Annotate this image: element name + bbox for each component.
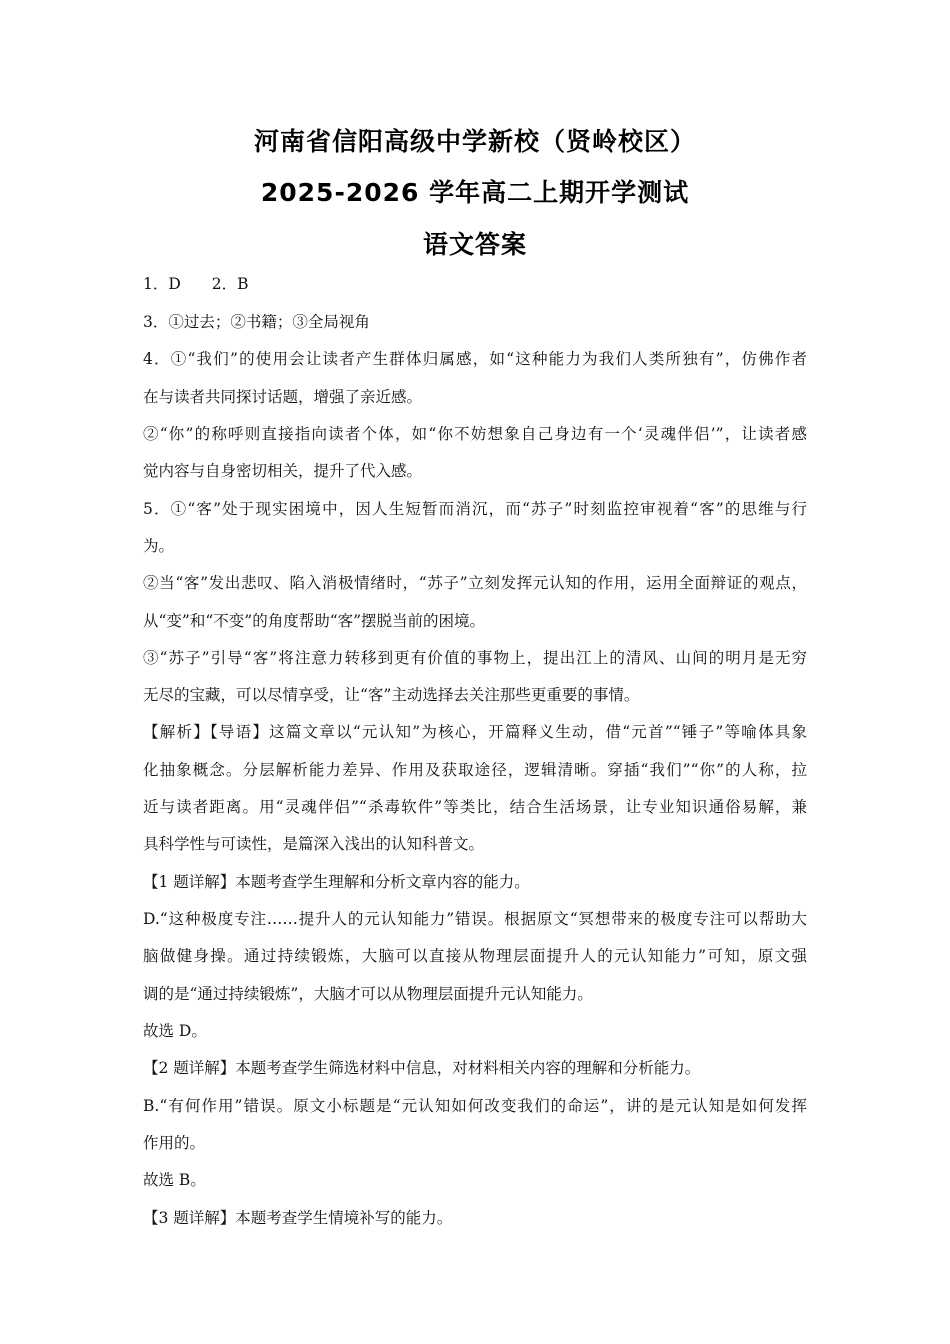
document-title-school: 河南省信阳高级中学新校（贤岭校区） (253, 127, 696, 156)
q1-detail-line-3: 调的是“通过持续锻炼”，大脑才可以从物理层面提升元认知能力。 (143, 985, 593, 1003)
answer-line-5d: 从“变”和“不变”的角度帮助“客”摆脱当前的困境。 (143, 612, 486, 630)
q2-answer: 故选 B。 (143, 1171, 206, 1189)
answer-line-4a: 4．①“我们”的使用会让读者产生群体归属感，如“这种能力为我们人类所独有”，仿佛作者 (143, 350, 807, 368)
answer-line-5c: ②当“客”发出悲叹、陷入消极情绪时，“苏子”立刻发挥元认知的作用，运用全面辩证的观点， (143, 574, 807, 592)
q1-detail-heading: 【1 题详解】本题考查学生理解和分析文章内容的能力。 (143, 873, 530, 891)
q1-detail-line-1: D.“这种极度专注……提升人的元认知能力”错误。根据原文“冥想带来的极度专注可以帮助大 (143, 910, 807, 928)
answer-line-5e: ③“苏子”引导“客”将注意力转移到更有价值的事物上，提出江上的清风、山间的明月是无穷 (143, 649, 807, 667)
q2-detail-line-2: 作用的。 (143, 1134, 206, 1152)
answer-line-4c: ②“你”的称呼则直接指向读者个体，如“你不妨想象自己身边有一个‘灵魂伴侣’”，让读者感 (143, 425, 807, 443)
answer-line-1-2: 1．D 2．B (143, 275, 249, 293)
analysis-line-1: 【解析】【导语】这篇文章以“元认知”为核心，开篇释义生动，借“元首”“锤子”等喻体具象 (143, 723, 807, 741)
document-title-exam: 2025-2026 学年高二上期开学测试 (260, 178, 690, 207)
answer-line-5f: 无尽的宝藏，可以尽情享受，让“客”主动选择去关注那些更重要的事情。 (143, 686, 640, 704)
answer-line-3: 3．①过去；②书籍；③全局视角 (143, 313, 370, 331)
analysis-line-4: 具科学性与可读性，是篇深入浅出的认知科普文。 (143, 835, 485, 853)
q1-detail-line-2: 脑做健身操。通过持续锻炼，大脑可以直接从物理层面提升人的元认知能力”可知，原文强 (143, 947, 807, 965)
analysis-line-2: 化抽象概念。分层解析能力差异、作用及获取途径，逻辑清晰。穿插“我们”“你”的人称，拉 (143, 761, 807, 779)
answer-line-5a: 5．①“客”处于现实困境中，因人生短暂而消沉，而“苏子”时刻监控审视着“客”的思维与行 (143, 500, 807, 518)
document-title-subject: 语文答案 (422, 230, 527, 259)
answer-line-4d: 觉内容与自身密切相关，提升了代入感。 (143, 462, 423, 480)
q1-answer: 故选 D。 (143, 1022, 207, 1040)
q2-detail-line-1: B.“有何作用”错误。原文小标题是“元认知如何改变我们的命运”，讲的是元认知是如何发挥 (143, 1097, 807, 1115)
answer-line-5b: 为。 (143, 537, 175, 555)
analysis-line-3: 近与读者距离。用“灵魂伴侣”“杀毒软件”等类比，结合生活场景，让专业知识通俗易解，兼 (143, 798, 807, 816)
answer-line-4b: 在与读者共同探讨话题，增强了亲近感。 (143, 388, 423, 406)
q2-detail-heading: 【2 题详解】本题考查学生筛选材料中信息，对材料相关内容的理解和分析能力。 (143, 1059, 701, 1077)
q3-detail-heading: 【3 题详解】本题考查学生情境补写的能力。 (143, 1209, 453, 1227)
